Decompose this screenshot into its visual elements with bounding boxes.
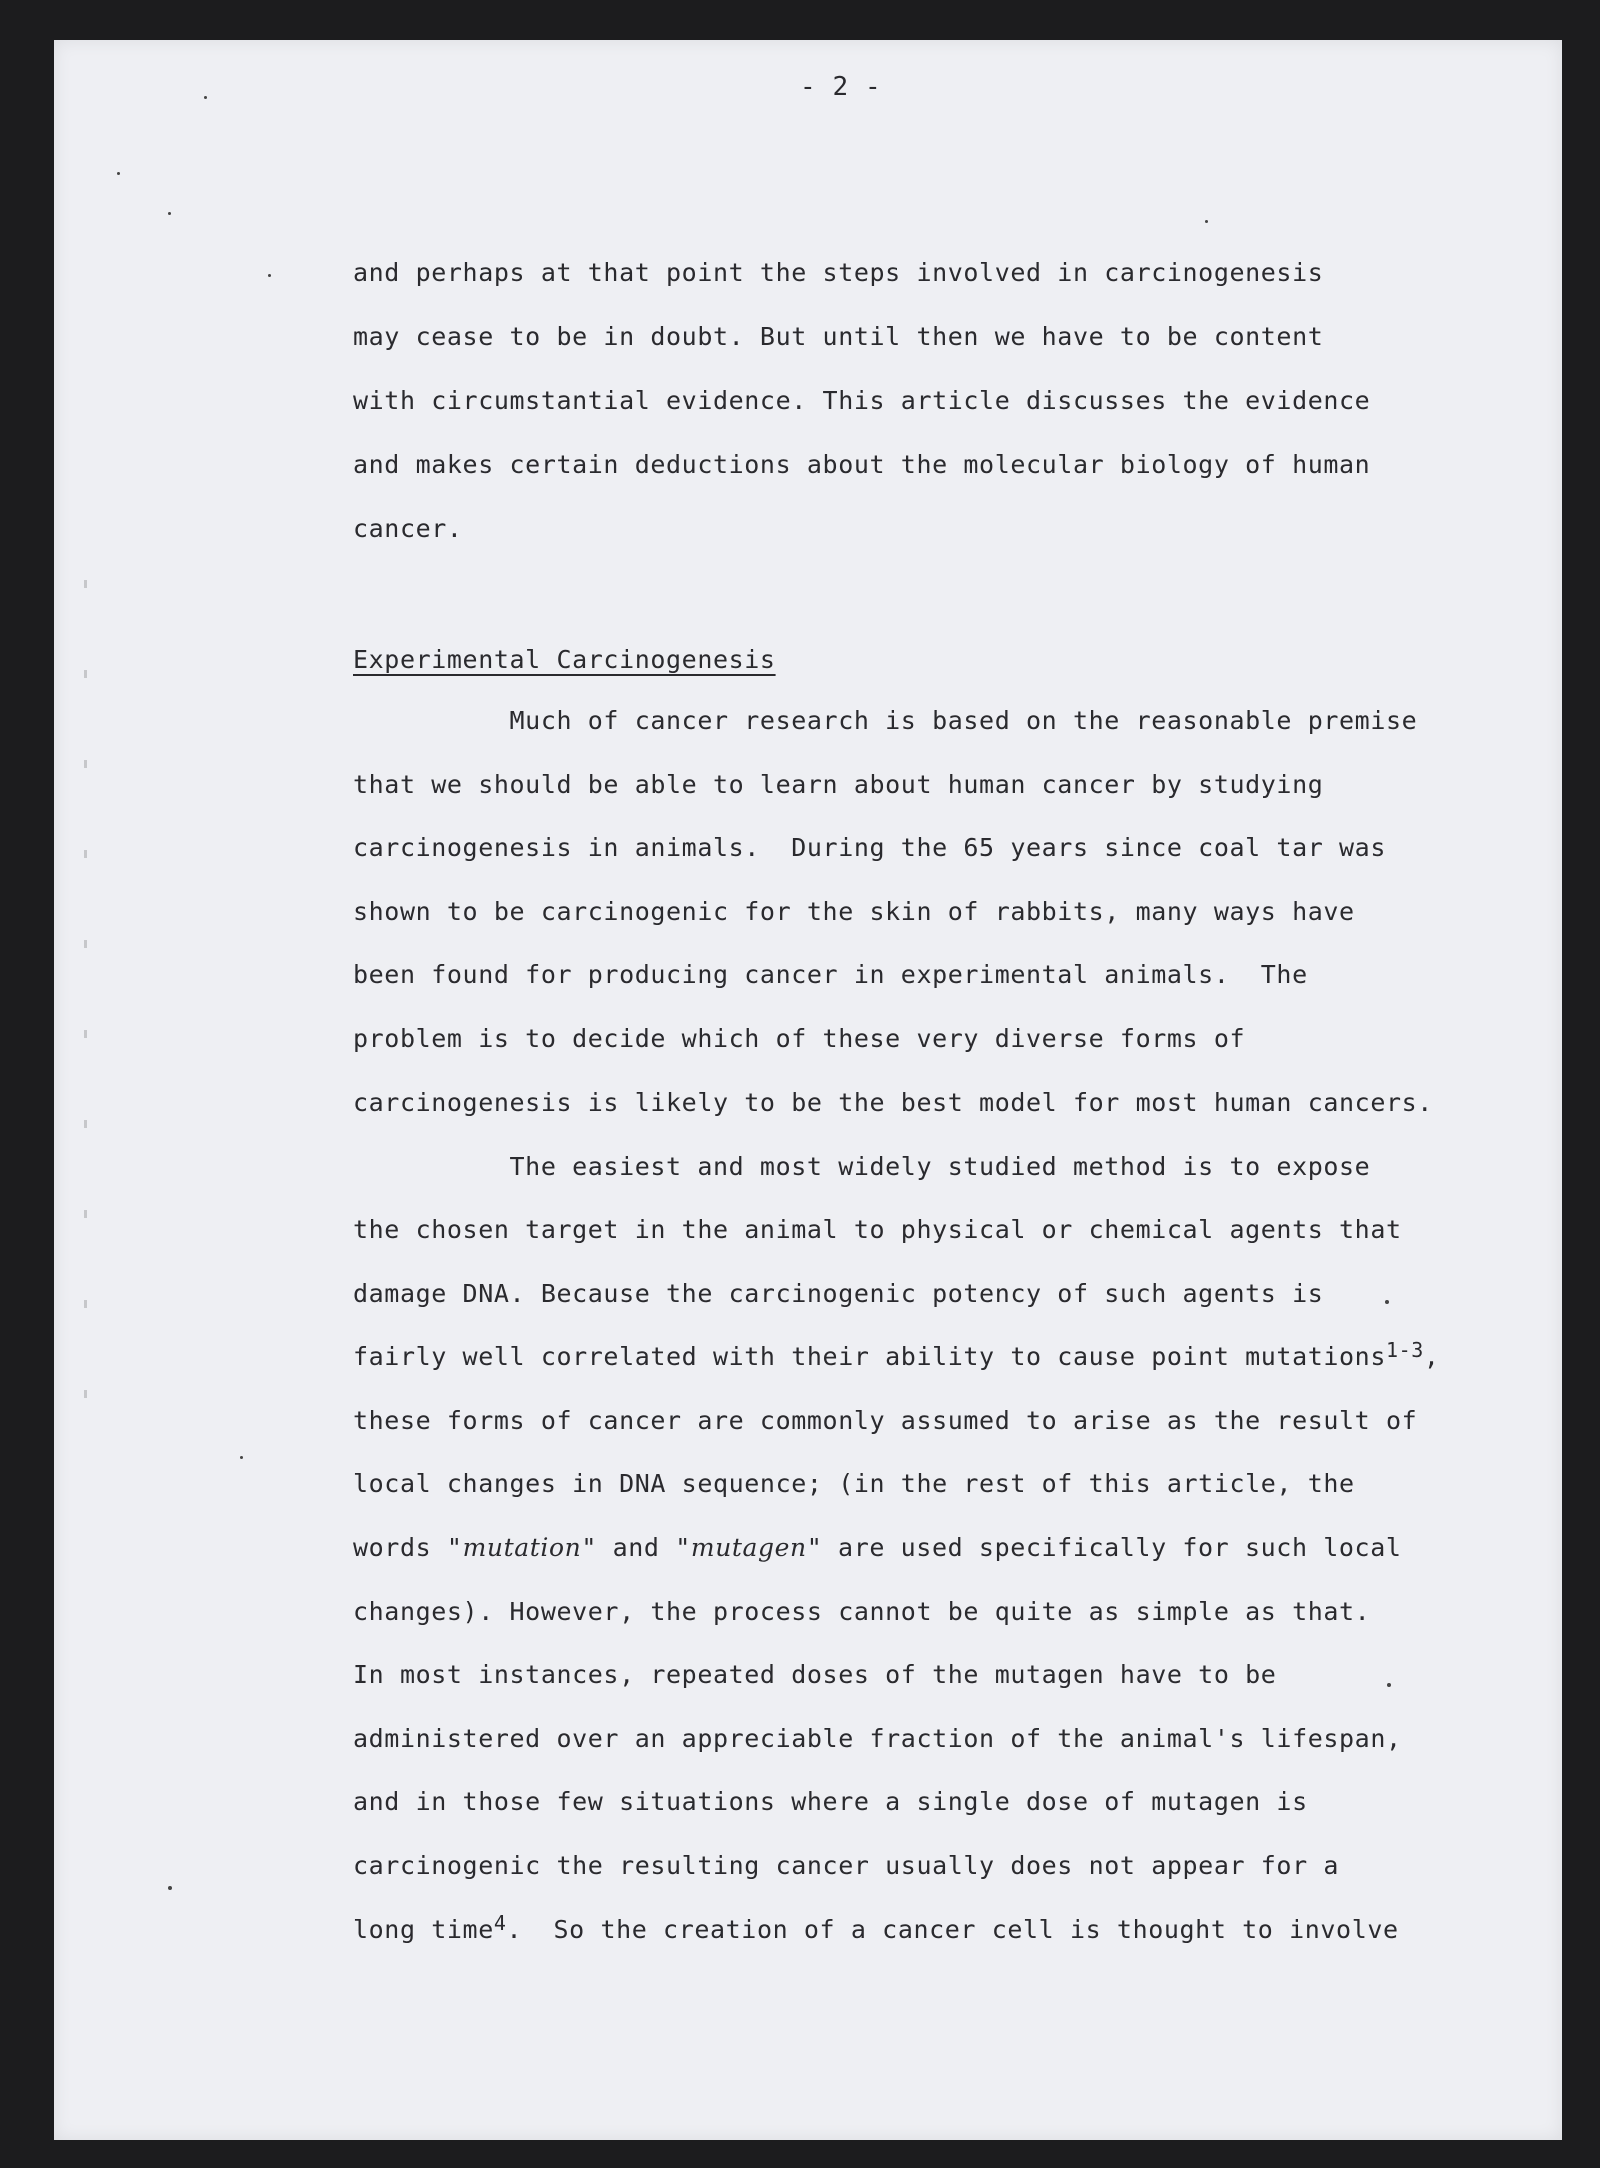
body-line: the chosen target in the animal to physical or chemical agents that — [353, 1215, 1402, 1244]
body-line: Much of cancer research is based on the reasonable premise — [353, 706, 1418, 735]
body-text: words " — [353, 1533, 463, 1562]
body-line: In most instances, repeated doses of the mutagen have to be — [353, 1660, 1277, 1689]
body-line: and perhaps at that point the steps involved in carcinogenesis — [353, 258, 1324, 287]
body-line: may cease to be in doubt. But until then we have to be content — [353, 322, 1324, 351]
body-text: fairly well correlated with their ability to cause point mutations — [353, 1342, 1386, 1371]
body-line: carcinogenesis in animals. During the 65 years since coal tar was — [353, 833, 1386, 862]
body-line: carcinogenic the resulting cancer usually does not appear for a — [353, 1851, 1340, 1880]
body-line: these forms of cancer are commonly assumed to arise as the result of — [353, 1406, 1418, 1435]
body-line: and in those few situations where a single dose of mutagen is — [353, 1787, 1308, 1816]
body-line: local changes in DNA sequence; (in the rest of this article, the — [353, 1469, 1355, 1498]
scan-speck — [1387, 1683, 1391, 1687]
body-line: that we should be able to learn about human cancer by studying — [353, 770, 1324, 799]
scan-edge-marks — [84, 540, 87, 1440]
body-line — [353, 1911, 1399, 1944]
body-text: " and " — [581, 1533, 691, 1562]
italic-term: mutagen — [690, 1533, 807, 1562]
scan-speck — [240, 1456, 243, 1459]
body-line: shown to be carcinogenic for the skin of rabbits, many ways have — [353, 897, 1355, 926]
body-text: , — [1423, 1342, 1440, 1371]
scan-speck — [168, 212, 171, 215]
body-line: changes). However, the process cannot be quite as simple as that. — [353, 1597, 1371, 1626]
body-text: " are used specifically for such local — [806, 1533, 1402, 1562]
reference-superscript: 4 — [493, 1911, 507, 1935]
body-line — [353, 1533, 1402, 1562]
body-line: with circumstantial evidence. This article discusses the evidence — [353, 386, 1371, 415]
page-number: - 2 - — [800, 72, 882, 102]
body-line — [353, 1338, 1440, 1371]
scan-speck — [168, 1886, 172, 1890]
body-line: cancer. — [353, 514, 463, 543]
scan-speck — [204, 96, 207, 99]
body-line: The easiest and most widely studied method is to expose — [353, 1152, 1371, 1181]
body-text: long time — [353, 1915, 494, 1944]
scan-speck — [268, 274, 271, 277]
body-line: administered over an appreciable fraction of the animal's lifespan, — [353, 1724, 1402, 1753]
italic-term: mutation — [462, 1533, 582, 1562]
section-heading — [353, 645, 776, 674]
scan-speck — [117, 172, 120, 175]
body-text: . So the creation of a cancer cell is thought to involve — [506, 1915, 1399, 1944]
body-line: carcinogenesis is likely to be the best model for most human cancers. — [353, 1088, 1433, 1117]
scan-speck — [1385, 1300, 1389, 1304]
body-line: damage DNA. Because the carcinogenic potency of such agents is — [353, 1279, 1324, 1308]
body-line: problem is to decide which of these very diverse forms of — [353, 1024, 1246, 1053]
scan-speck — [1205, 220, 1208, 223]
section-heading-text: Experimental Carcinogenesis — [353, 645, 776, 674]
body-line: been found for producing cancer in experimental animals. The — [353, 960, 1308, 989]
body-line: and makes certain deductions about the molecular biology of human — [353, 450, 1371, 479]
reference-superscript: 1-3 — [1385, 1338, 1424, 1362]
